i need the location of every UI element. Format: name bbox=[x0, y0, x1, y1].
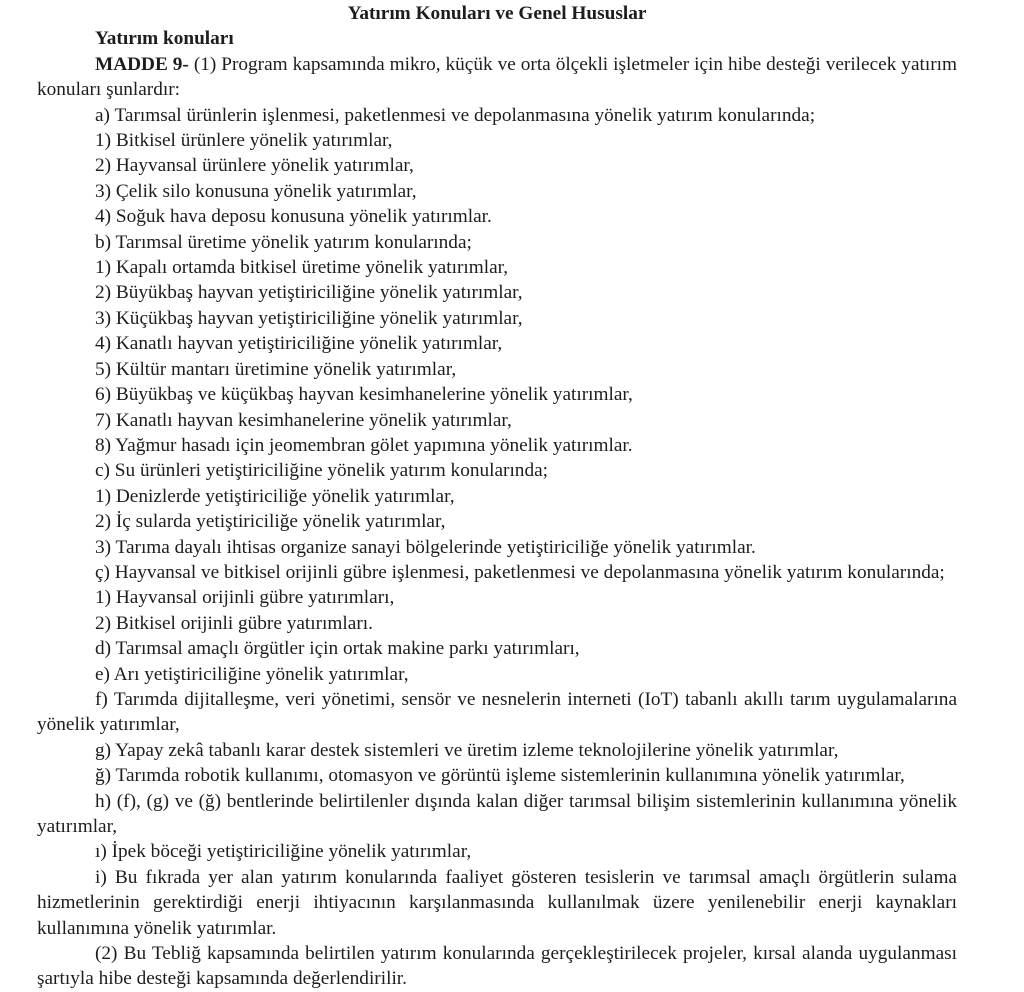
section-heading: Yatırım konuları bbox=[95, 28, 234, 50]
document-title: Yatırım Konuları ve Genel Hususlar bbox=[347, 3, 647, 24]
item-b-5: 5) Kültür mantarı üretimine yönelik yatırımlar, bbox=[95, 358, 457, 380]
item-b-4: 4) Kanatlı hayvan yetiştiriciliğine yönelik yatırımlar, bbox=[95, 333, 503, 355]
item-c-1: 1) Denizlerde yetiştiriciliğe yönelik yatırımlar, bbox=[95, 485, 455, 507]
item-b-8: 8) Yağmur hasadı için jeomembran gölet yapımına yönelik yatırımlar. bbox=[95, 434, 633, 456]
closing-paragraph: (2) Bu Tebliğ kapsamında belirtilen yatırım konularında gerçekleştirilecek projeler, kırsal alanda uygulanması şartıyla hibe desteği kapsamında değerlendirilir. bbox=[37, 943, 957, 990]
item-i: i) Bu fıkrada yer alan yatırım konularında faaliyet gösteren tesislerin ve tarımsal amaçlı örgütlerin sulama hizmetlerinin gerektirdiği enerji ihtiyacının karşılanmasında kullanılmak üzere yenilenebilir enerji kaynakları kullanımına yönelik yatırımlar. bbox=[37, 866, 957, 939]
item-cc: ç) Hayvansal ve bitkisel orijinli gübre işlenmesi, paketlenmesi ve depolanmasına yönelik yatırım konularında; bbox=[95, 561, 945, 583]
madde-label: MADDE 9- bbox=[95, 53, 189, 75]
item-ii: ı) İpek böceği yetiştiriciliğine yönelik yatırımlar, bbox=[95, 841, 472, 863]
item-a: a) Tarımsal ürünlerin işlenmesi, paketlenmesi ve depolanmasına yönelik yatırım konularında; bbox=[95, 104, 816, 126]
item-b-7: 7) Kanatlı hayvan kesimhanelerine yönelik yatırımlar, bbox=[95, 409, 512, 431]
item-h: h) (f), (g) ve (ğ) bentlerinde belirtilenler dışında kalan diğer tarımsal bilişim sistemlerinin kullanımına yönelik yatırımlar, bbox=[37, 790, 957, 837]
item-b: b) Tarımsal üretime yönelik yatırım konularında; bbox=[95, 231, 472, 253]
madde-9-paragraph bbox=[37, 52, 957, 103]
item-gg: ğ) Tarımda robotik kullanımı, otomasyon ve görüntü işleme sistemlerinin kullanımına yönelik yatırımlar, bbox=[95, 765, 905, 787]
item-e: e) Arı yetiştiriciliğine yönelik yatırımlar, bbox=[95, 663, 409, 685]
item-a-3: 3) Çelik silo konusuna yönelik yatırımlar, bbox=[95, 180, 417, 202]
item-a-2: 2) Hayvansal ürünlere yönelik yatırımlar, bbox=[95, 155, 414, 177]
madde-text: (1) Program kapsamında mikro, küçük ve orta ölçekli işletmeler için hibe desteği verilecek yatırım konuları şunlardır: bbox=[37, 53, 957, 101]
item-c-2: 2) İç sularda yetiştiriciliğe yönelik yatırımlar, bbox=[95, 511, 446, 533]
item-f: f) Tarımda dijitalleşme, veri yönetimi, sensör ve nesnelerin interneti (IoT) tabanlı akıllı tarım uygulamalarına yönelik yatırımlar, bbox=[37, 688, 957, 736]
item-a-1: 1) Bitkisel ürünlere yönelik yatırımlar, bbox=[95, 130, 393, 152]
item-c: c) Su ürünleri yetiştiriciliğine yönelik yatırım konularında; bbox=[95, 460, 549, 482]
item-cc-2: 2) Bitkisel orijinli gübre yatırımları. bbox=[95, 612, 373, 634]
item-b-6: 6) Büyükbaş ve küçükbaş hayvan kesimhanelerine yönelik yatırımlar, bbox=[95, 384, 633, 406]
item-d: d) Tarımsal amaçlı örgütler için ortak makine parkı yatırımları, bbox=[95, 638, 580, 660]
item-cc-1: 1) Hayvansal orijinli gübre yatırımları, bbox=[95, 587, 395, 609]
item-a-4: 4) Soğuk hava deposu konusuna yönelik yatırımlar. bbox=[95, 206, 492, 228]
item-b-3: 3) Küçükbaş hayvan yetiştiriciliğine yönelik yatırımlar, bbox=[95, 307, 523, 329]
item-b-1: 1) Kapalı ortamda bitkisel üretime yönelik yatırımlar, bbox=[95, 257, 509, 279]
item-b-2: 2) Büyükbaş hayvan yetiştiriciliğine yönelik yatırımlar, bbox=[95, 282, 523, 304]
item-c-3: 3) Tarıma dayalı ihtisas organize sanayi bölgelerinde yetiştiriciliğe yönelik yatırımlar. bbox=[95, 536, 756, 558]
item-g: g) Yapay zekâ tabanlı karar destek sistemleri ve üretim izleme teknolojilerine yönelik yatırımlar, bbox=[95, 739, 839, 761]
